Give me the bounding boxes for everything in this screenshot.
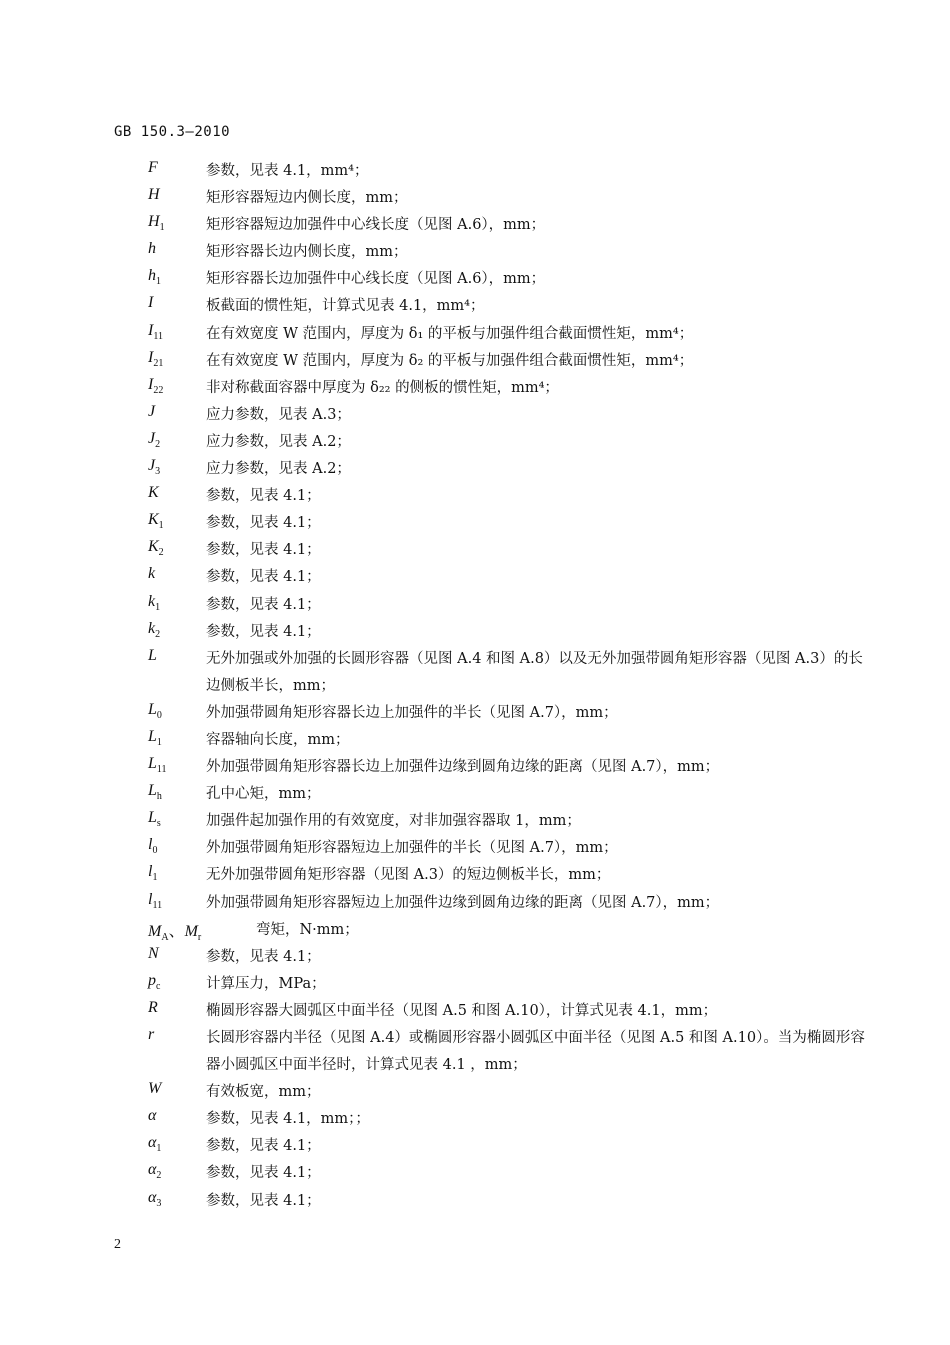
symbol-row: [0, 617, 950, 644]
symbol-definition-list: [0, 156, 950, 1213]
symbol-letter: N: [148, 944, 159, 962]
symbol-letter: H: [148, 213, 160, 231]
symbol-subscript: s: [156, 818, 161, 830]
symbol-letter: h: [148, 240, 156, 258]
symbol-row: [0, 969, 950, 996]
symbol-row: [0, 1158, 950, 1185]
symbol-row: [0, 1131, 950, 1158]
symbol-subscript: 0: [152, 845, 158, 857]
symbol-definition: 在有效宽度 W 范围内，厚度为 δ₂ 的平板与加强件组合截面惯性矩，mm⁴；: [206, 352, 694, 369]
symbol: [148, 863, 157, 883]
symbol-row: [0, 562, 950, 589]
symbol: [148, 213, 165, 233]
symbol: [148, 159, 158, 177]
symbol-row: [0, 888, 950, 915]
symbol-row: [0, 915, 950, 942]
symbol-row: [0, 535, 950, 562]
symbol-definition: 应力参数，见表 A.3；: [206, 406, 351, 423]
symbol-definition: 椭圆形容器大圆弧区中面半径（见图 A.5 和图 A.10），计算式见表 4.1，mm；: [206, 1002, 718, 1019]
symbol: [148, 267, 161, 287]
symbol-row: [0, 833, 950, 860]
standard-code-header: GB 150.3—2010: [114, 124, 231, 140]
symbol-definition: 应力参数，见表 A.2；: [206, 461, 351, 478]
symbol-letter: l: [148, 890, 153, 908]
symbol-letter: k: [148, 565, 156, 583]
symbol: [148, 755, 167, 775]
symbol: [148, 728, 162, 748]
symbol-subscript: 3: [155, 466, 161, 478]
symbol-definition: 应力参数，见表 A.2；: [206, 433, 351, 450]
symbol-definition: 参数，见表 4.1；: [206, 515, 321, 532]
symbol: [148, 647, 157, 665]
symbol: [148, 484, 159, 502]
symbol-row: [0, 1186, 950, 1213]
symbol-definition: 矩形容器短边内侧长度，mm；: [206, 190, 408, 207]
symbol: [148, 1134, 161, 1154]
symbol: [148, 1161, 161, 1181]
symbol-row: [0, 373, 950, 400]
symbol-row: [0, 454, 950, 481]
symbol-letter: K: [148, 484, 159, 502]
symbol-row: [0, 942, 950, 969]
symbol-letter: M: [148, 922, 162, 940]
symbol-definition: 参数，见表 4.1；: [206, 569, 321, 586]
symbol-row: [0, 291, 950, 318]
symbol: [148, 999, 158, 1017]
symbol-definition: 有效板宽，mm；: [206, 1084, 321, 1101]
symbol-subscript: 1: [158, 520, 164, 532]
symbol-definition: 外加强带圆角矩形容器长边上加强件边缘到圆角边缘的距离（见图 A.7），mm；: [206, 759, 720, 776]
symbol-subscript-2: r: [197, 931, 202, 943]
symbol-subscript: 11: [156, 764, 167, 776]
symbol: [148, 1189, 161, 1209]
symbol: [148, 1107, 156, 1125]
symbol-definition: 容器轴向长度，mm；: [206, 731, 350, 748]
symbol-subscript: 2: [158, 547, 164, 559]
symbol-letter: r: [148, 1026, 155, 1043]
symbol-definition: 参数，见表 4.1；: [206, 1165, 321, 1182]
symbol-definition: 参数，见表 4.1；: [206, 1192, 321, 1209]
symbol: [148, 891, 162, 911]
symbol-letter: R: [148, 998, 158, 1016]
symbol-letter: H: [148, 186, 160, 204]
symbol-row: [0, 481, 950, 508]
symbol-definition: 参数，见表 4.1，mm；；: [206, 1111, 370, 1128]
symbol-letter: F: [148, 159, 158, 176]
symbol-letter: K: [148, 511, 159, 529]
symbol-row: [0, 806, 950, 833]
symbol: [148, 836, 157, 856]
symbol-row: [0, 860, 950, 887]
symbol-letter: k: [148, 592, 156, 610]
symbol-subscript: 1: [155, 601, 161, 613]
symbol-row: [0, 400, 950, 427]
symbol-subscript: 3: [156, 1197, 162, 1209]
symbol-letter: I: [148, 321, 154, 339]
symbol: [148, 322, 163, 342]
symbol-row: [0, 183, 950, 210]
symbol-definition: 参数，见表 4.1；: [206, 1138, 321, 1155]
symbol-definition: 外加强带圆角矩形容器短边上加强件的半长（见图 A.7），mm；: [206, 840, 618, 857]
symbol: [148, 1026, 154, 1044]
symbol-subscript: 21: [153, 357, 164, 369]
symbol-letter-2: M: [184, 922, 198, 940]
symbol-subscript: 11: [153, 330, 163, 342]
symbol-definition: 参数，见表 4.1；: [206, 488, 321, 505]
page-number: 2: [114, 1237, 121, 1252]
symbol-letter: I: [148, 348, 154, 366]
symbol: [148, 403, 155, 421]
symbol: [148, 593, 160, 613]
symbol-row: [0, 427, 950, 454]
symbol-definition: 矩形容器长边内侧长度，mm；: [206, 244, 408, 261]
symbol-definition: 板截面的惯性矩，计算式见表 4.1，mm⁴；: [206, 298, 485, 315]
symbol: [148, 511, 164, 531]
symbol-row: [0, 725, 950, 752]
symbol-row: [0, 319, 950, 346]
symbol-letter: J: [148, 429, 156, 447]
symbol-letter: J: [148, 457, 156, 475]
symbol-subscript: A: [161, 931, 169, 943]
symbol-definition: 长圆形容器内半径（见图 A.4）或椭圆形容器小圆弧区中面半径（见图 A.5 和图 A.10）。当为椭圆形容器小圆弧区中面半径时，计算式见表 4.1 ，mm；: [206, 1030, 865, 1073]
symbol-subscript: 1: [156, 1143, 162, 1155]
symbol-letter: L: [148, 782, 157, 800]
symbol: [148, 945, 159, 963]
symbol-row: [0, 508, 950, 535]
symbol-letter: α: [148, 1188, 157, 1206]
symbol-letter: K: [148, 538, 159, 556]
symbol-letter: L: [148, 646, 157, 664]
symbol-subscript: 11: [152, 899, 163, 911]
symbol: [148, 376, 163, 396]
symbol-row: [0, 752, 950, 779]
symbol-letter: k: [148, 619, 156, 637]
symbol-subscript: 2: [155, 628, 161, 640]
symbol: [148, 565, 155, 583]
symbol-definition: 无外加强或外加强的长圆形容器（见图 A.4 和图 A.8）以及无外加强带圆角矩形容器（见图 A.3）的长边侧板半长，mm；: [206, 650, 863, 694]
symbol-letter: I: [148, 294, 154, 312]
symbol-row: [0, 1023, 950, 1077]
symbol-definition: 在有效宽度 W 范围内，厚度为 δ₁ 的平板与加强件组合截面惯性矩，mm⁴；: [206, 325, 694, 342]
symbol-subscript: 2: [155, 439, 161, 451]
symbol: [148, 809, 161, 829]
symbol-definition: 非对称截面容器中厚度为 δ₂₂ 的侧板的惯性矩，mm⁴；: [206, 379, 559, 396]
symbol: [148, 349, 163, 369]
symbol-letter: L: [148, 727, 157, 745]
symbol-row: [0, 698, 950, 725]
symbol-definition: 参数，见表 4.1；: [206, 596, 321, 613]
symbol-row: [0, 996, 950, 1023]
symbol-definition: 参数，见表 4.1，mm⁴；: [206, 163, 369, 179]
symbol-row: [0, 237, 950, 264]
symbol-row: [0, 264, 950, 291]
symbol-letter: l: [148, 863, 153, 881]
symbol-definition: 加强件起加强作用的有效宽度，对非加强容器取 1，mm；: [206, 813, 581, 830]
symbol: [148, 538, 164, 558]
symbol-subscript: h: [156, 791, 162, 803]
symbol-definition: 外加强带圆角矩形容器长边上加强件的半长（见图 A.7），mm；: [206, 704, 618, 721]
symbol-definition: 孔中心矩，mm；: [206, 786, 321, 803]
symbol-definition: 计算压力，MPa；: [206, 975, 326, 992]
symbol-row: [0, 644, 950, 698]
symbol-letter: I: [148, 375, 154, 393]
symbol-subscript: c: [156, 981, 161, 992]
symbol-definition: 弯矩，N·mm；: [256, 921, 359, 938]
symbol-subscript: 1: [152, 872, 158, 884]
symbol-letter: α: [148, 1134, 157, 1152]
symbol-subscript: 1: [156, 276, 161, 288]
symbol-letter: L: [148, 700, 157, 718]
symbol: [148, 782, 162, 802]
symbol-row: [0, 1104, 950, 1131]
symbol: $M_A$、$M_r$: [148, 922, 202, 943]
symbol-row: [0, 1077, 950, 1104]
symbol-letter: L: [148, 755, 157, 773]
symbol-row: [0, 590, 950, 617]
symbol-subscript: 1: [156, 737, 162, 749]
symbol-definition: 外加强带圆角矩形容器短边上加强件边缘到圆角边缘的距离（见图 A.7），mm；: [206, 894, 720, 911]
symbol: [148, 240, 156, 258]
symbol-definition: 矩形容器短边加强件中心线长度（见图 A.6），mm；: [206, 217, 546, 234]
symbol-definition: 参数，见表 4.1；: [206, 623, 321, 640]
symbol-row: [0, 346, 950, 373]
symbol: [148, 186, 160, 204]
symbol-definition: 无外加强带圆角矩形容器（见图 A.3）的短边侧板半长，mm；: [206, 867, 611, 884]
symbol: [148, 457, 160, 477]
symbol-row: [0, 156, 950, 183]
symbol-subscript: 0: [156, 710, 162, 722]
symbol-letter: L: [148, 809, 157, 827]
symbol-subscript: 2: [156, 1170, 162, 1182]
symbol-letter: α: [148, 1161, 157, 1179]
symbol-letter: l: [148, 836, 153, 854]
symbol-letter: W: [148, 1080, 162, 1098]
symbol: [148, 701, 162, 721]
symbol-letter: α: [148, 1107, 157, 1125]
symbol-row: [0, 210, 950, 237]
symbol-letter: J: [148, 402, 156, 420]
symbol-letter: h: [148, 267, 156, 285]
symbol-row: [0, 779, 950, 806]
symbol-definition: 参数，见表 4.1；: [206, 948, 321, 965]
symbol: [148, 620, 160, 640]
symbol-definition: 参数，见表 4.1；: [206, 542, 321, 559]
symbol-subscript: 1: [159, 222, 165, 234]
symbol: [148, 972, 160, 992]
symbol-letter: p: [148, 971, 156, 989]
symbol: [148, 1080, 161, 1098]
symbol: [148, 430, 160, 450]
symbol-subscript: 22: [153, 384, 164, 396]
symbol: [148, 294, 153, 312]
symbol-definition: 矩形容器长边加强件中心线长度（见图 A.6），mm；: [206, 271, 546, 288]
